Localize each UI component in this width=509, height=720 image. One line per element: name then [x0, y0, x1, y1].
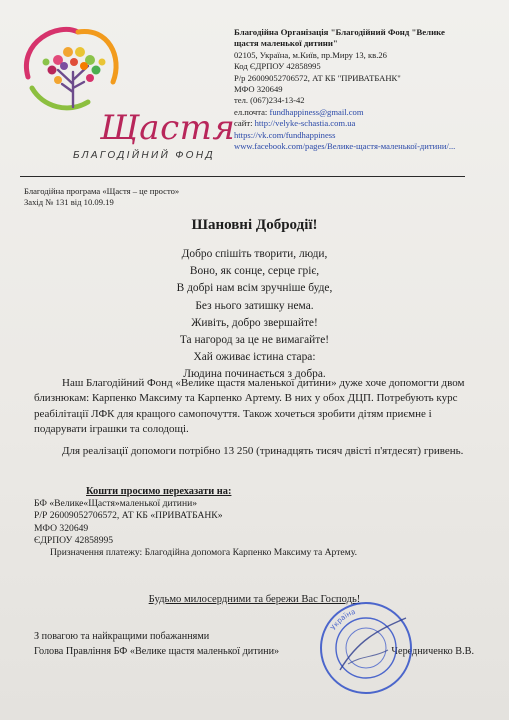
payment-purpose: Призначення платежу: Благодійна допомога Карпенко Максиму та Артему.	[50, 547, 357, 559]
org-phone: тел. (067)234-13-42	[234, 95, 305, 106]
vk-link[interactable]: https://vk.com/fundhappiness	[234, 129, 336, 140]
bank-account: Р/Р 26009052706572, АТ КБ «ПРИВАТБАНК»	[34, 510, 223, 522]
signer-name: Чередниченко В.В.	[391, 646, 474, 658]
org-site-row	[234, 118, 494, 129]
poem-line: Воно, як сонце, серце гріє,	[189, 265, 320, 278]
tree-icon	[18, 22, 128, 122]
org-name-line1: Благодійна Організація "Благодійний Фонд "Велике	[234, 27, 445, 37]
stamp-text: Україна	[329, 607, 357, 632]
poem-line: В добрі нам всім зручніше буде,	[176, 282, 333, 295]
event-number: Захід № 131 від 10.09.19	[24, 197, 114, 208]
request-paragraph: Наш Благодійний Фонд «Велике щастя маленької дитини» дуже хоче допомогти двом близнюкам: Карпенко Максиму та Карпенко Артему. В них у обох ДЦП. Потребують курс реабілітації ЛФК для кращого самопочуття. Також хочеться зробити дітям приємне і подарувати іграшки та солодощі.	[34, 377, 465, 436]
poem-line: Добро спішіть творити, люди,	[181, 248, 328, 260]
org-name-line2: щастя маленької дитини"	[234, 38, 338, 49]
poem-line: Живіть, добро звершайте!	[191, 316, 318, 329]
closing-line: Будьмо милосердними та бережи Вас Господь!	[148, 594, 361, 605]
email-link[interactable]: fundhappiness@gmail.com	[269, 106, 364, 117]
regards-line: З повагою та найкращими побажаннями	[34, 631, 210, 642]
fund-logo	[18, 22, 236, 162]
bank-fund-name: БФ «Велике«Щастя»маленької дитини»	[34, 498, 198, 510]
poem-line: Людина починається з добра.	[183, 368, 326, 381]
email-label: ел.почта:	[234, 106, 270, 117]
official-stamp	[318, 600, 414, 696]
org-edrpou: Код ЄДРПОУ 42858995	[234, 61, 321, 72]
header-divider	[20, 176, 465, 177]
bank-heading: Кошти просимо перехазати на:	[86, 486, 232, 497]
program-reference	[24, 186, 179, 209]
logo-name: Щастя	[100, 108, 236, 148]
logo-subtitle: БЛАГОДІЙНИЙ ФОНД	[73, 150, 215, 161]
poem	[0, 246, 509, 384]
greeting: Шановні Добродії!	[191, 217, 318, 233]
organization-details	[234, 27, 494, 152]
org-address: 02105, Україна, м.Київ, пр.Миру 13, кв.26	[234, 49, 387, 60]
bank-edrpou: ЄДРПОУ 42858995	[34, 534, 114, 546]
org-account: Р/р 26009052706572, АТ КБ "ПРИВАТБАНК"	[234, 72, 401, 83]
org-mfo: МФО 320649	[234, 84, 283, 95]
poem-line: Хай оживає істина стара:	[193, 351, 316, 364]
bank-mfo: МФО 320649	[34, 522, 89, 534]
site-label: сайт:	[234, 118, 255, 129]
facebook-link[interactable]: www.facebook.com/pages/Велике-щастя-маленької-дитини/...	[234, 141, 456, 152]
amount-paragraph: Для реалізації допомоги потрібно 13 250 (тринадцять тисяч двісті п'ятдесят) гривень.	[62, 445, 464, 457]
program-name: Благодійна програма «Щастя – це просто»	[24, 186, 180, 196]
poem-line: Та нагород за це не вимагайте!	[179, 334, 330, 347]
chairman-title: Голова Правління БФ «Велике щастя маленької дитини»	[34, 646, 280, 658]
org-email-row	[234, 107, 494, 118]
poem-line: Без нього затишку нема.	[195, 299, 314, 312]
site-link[interactable]: http://velyke-schastia.com.ua	[254, 118, 356, 129]
bank-details	[34, 486, 474, 559]
